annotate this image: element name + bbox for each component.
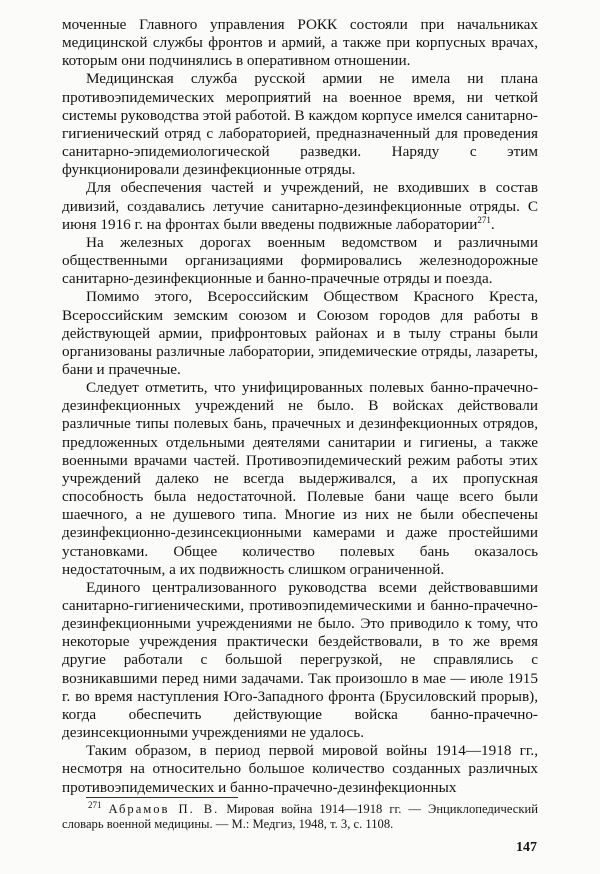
footnote <box>62 799 538 832</box>
paragraph-8: Таким образом, в период первой мировой войны 1914—1918 гг., несмотря на относительно большое количество созданных различных противоэпидемических и банно-прачечно-дезинфекционных <box>62 742 538 796</box>
footnote-divider <box>86 797 238 798</box>
paragraph-6: Следует отметить, что унифицированных полевых банно-прачечно-дезинфекционных учреждений не было. В войсках действовали различные типы полевых бань, прачечных и дезинфекционных отрядов, предложенных отдельными деятелями санитарии и гигиены, а также военными врачами частей. Противоэпидемический режим работы этих учреждений далеко не всегда выдерживался, а их пропускная способность была недостаточной. Полевые бани чаще всего были шаечного, а не душевого типа. Многие из них не были обеспечены дезинфекционно-дезинсекционными камерами и даже простейшими установками. Общее количество полевых бань оказалось недостаточным, а их подвижность слишком ограниченной. <box>62 379 538 578</box>
footnote-author: Абрамов П. В. <box>108 802 220 816</box>
paragraph-5: Помимо этого, Всероссийским Обществом Красного Креста, Всероссийским земским союзом и Союзом городов для работы в действующей армии, прифронтовых районах и в тылу страны были организованы различные лаборатории, эпидемические отряды, лазареты, бани и прачечные. <box>62 288 538 378</box>
paragraph-2: Медицинская служба русской армии не имела ни плана противоэпидемических мероприятий на военное время, ни четкой системы руководства этой работой. В каждом корпусе имелся санитарно-гигиенический отряд с лабораторией, предназначенный для проведения санитарно-эпидемиологической разведки. Наряду с этим функционировали дезинфекционные отряды. <box>62 70 538 179</box>
paragraph-3: Для обеспечения частей и учреждений, не входивших в состав дивизий, создавались летучие санитарно-дезинфекционные отряды. С июня 1916 г. на фронтах были введены подвижные лаборатории$^{271}$. <box>62 179 538 233</box>
page-number: 147 <box>516 840 537 855</box>
footnote-number: 271 <box>88 799 102 810</box>
footnote-marker: 271 <box>477 214 491 225</box>
paragraph-1: моченные Главного управления РОКК состояли при начальниках медицинской службы фронтов и армий, а также при корпусных врачах, которым они подчинялись в оперативном отношении. <box>62 16 538 70</box>
footnote-line <box>62 799 538 832</box>
paragraph-3-text: Для обеспечения частей и учреждений, не входивших в состав дивизий, создавались летучие санитарно-дезинфекционные отряды. С июня 1916 г. на фронтах были введены подвижные лаборатории <box>62 179 538 233</box>
body-text <box>62 16 538 797</box>
footnote-text: Мировая война 1914—1918 гг. — Энциклопедический словарь военной медицины. — М.: Медгиз, 1948, т. 3, с. 1108. <box>62 802 538 831</box>
paragraph-4: На железных дорогах военным ведомством и различными общественными организациями формировались железнодорожные санитарно-дезинфекционные и банно-прачечные отряды и поезда. <box>62 233 538 288</box>
paragraph-7: Единого централизованного руководства всеми действовавшими санитарно-гигиеническими, противоэпидемическими и банно-прачечно-дезинфекционными учреждениями не было. Это приводило к тому, что некоторые учреждения практически бездействовали, в то же время другие работали с большой перегрузкой, не справлялись с возникавшими перед ними задачами. Так произошло в мае — июле 1915 г. во время наступления Юго-Западного фронта (Брусиловский прорыв), когда обеспечить действующие войска банно-прачечно-дезинсекционными учреждениями не удалось. <box>62 578 538 742</box>
